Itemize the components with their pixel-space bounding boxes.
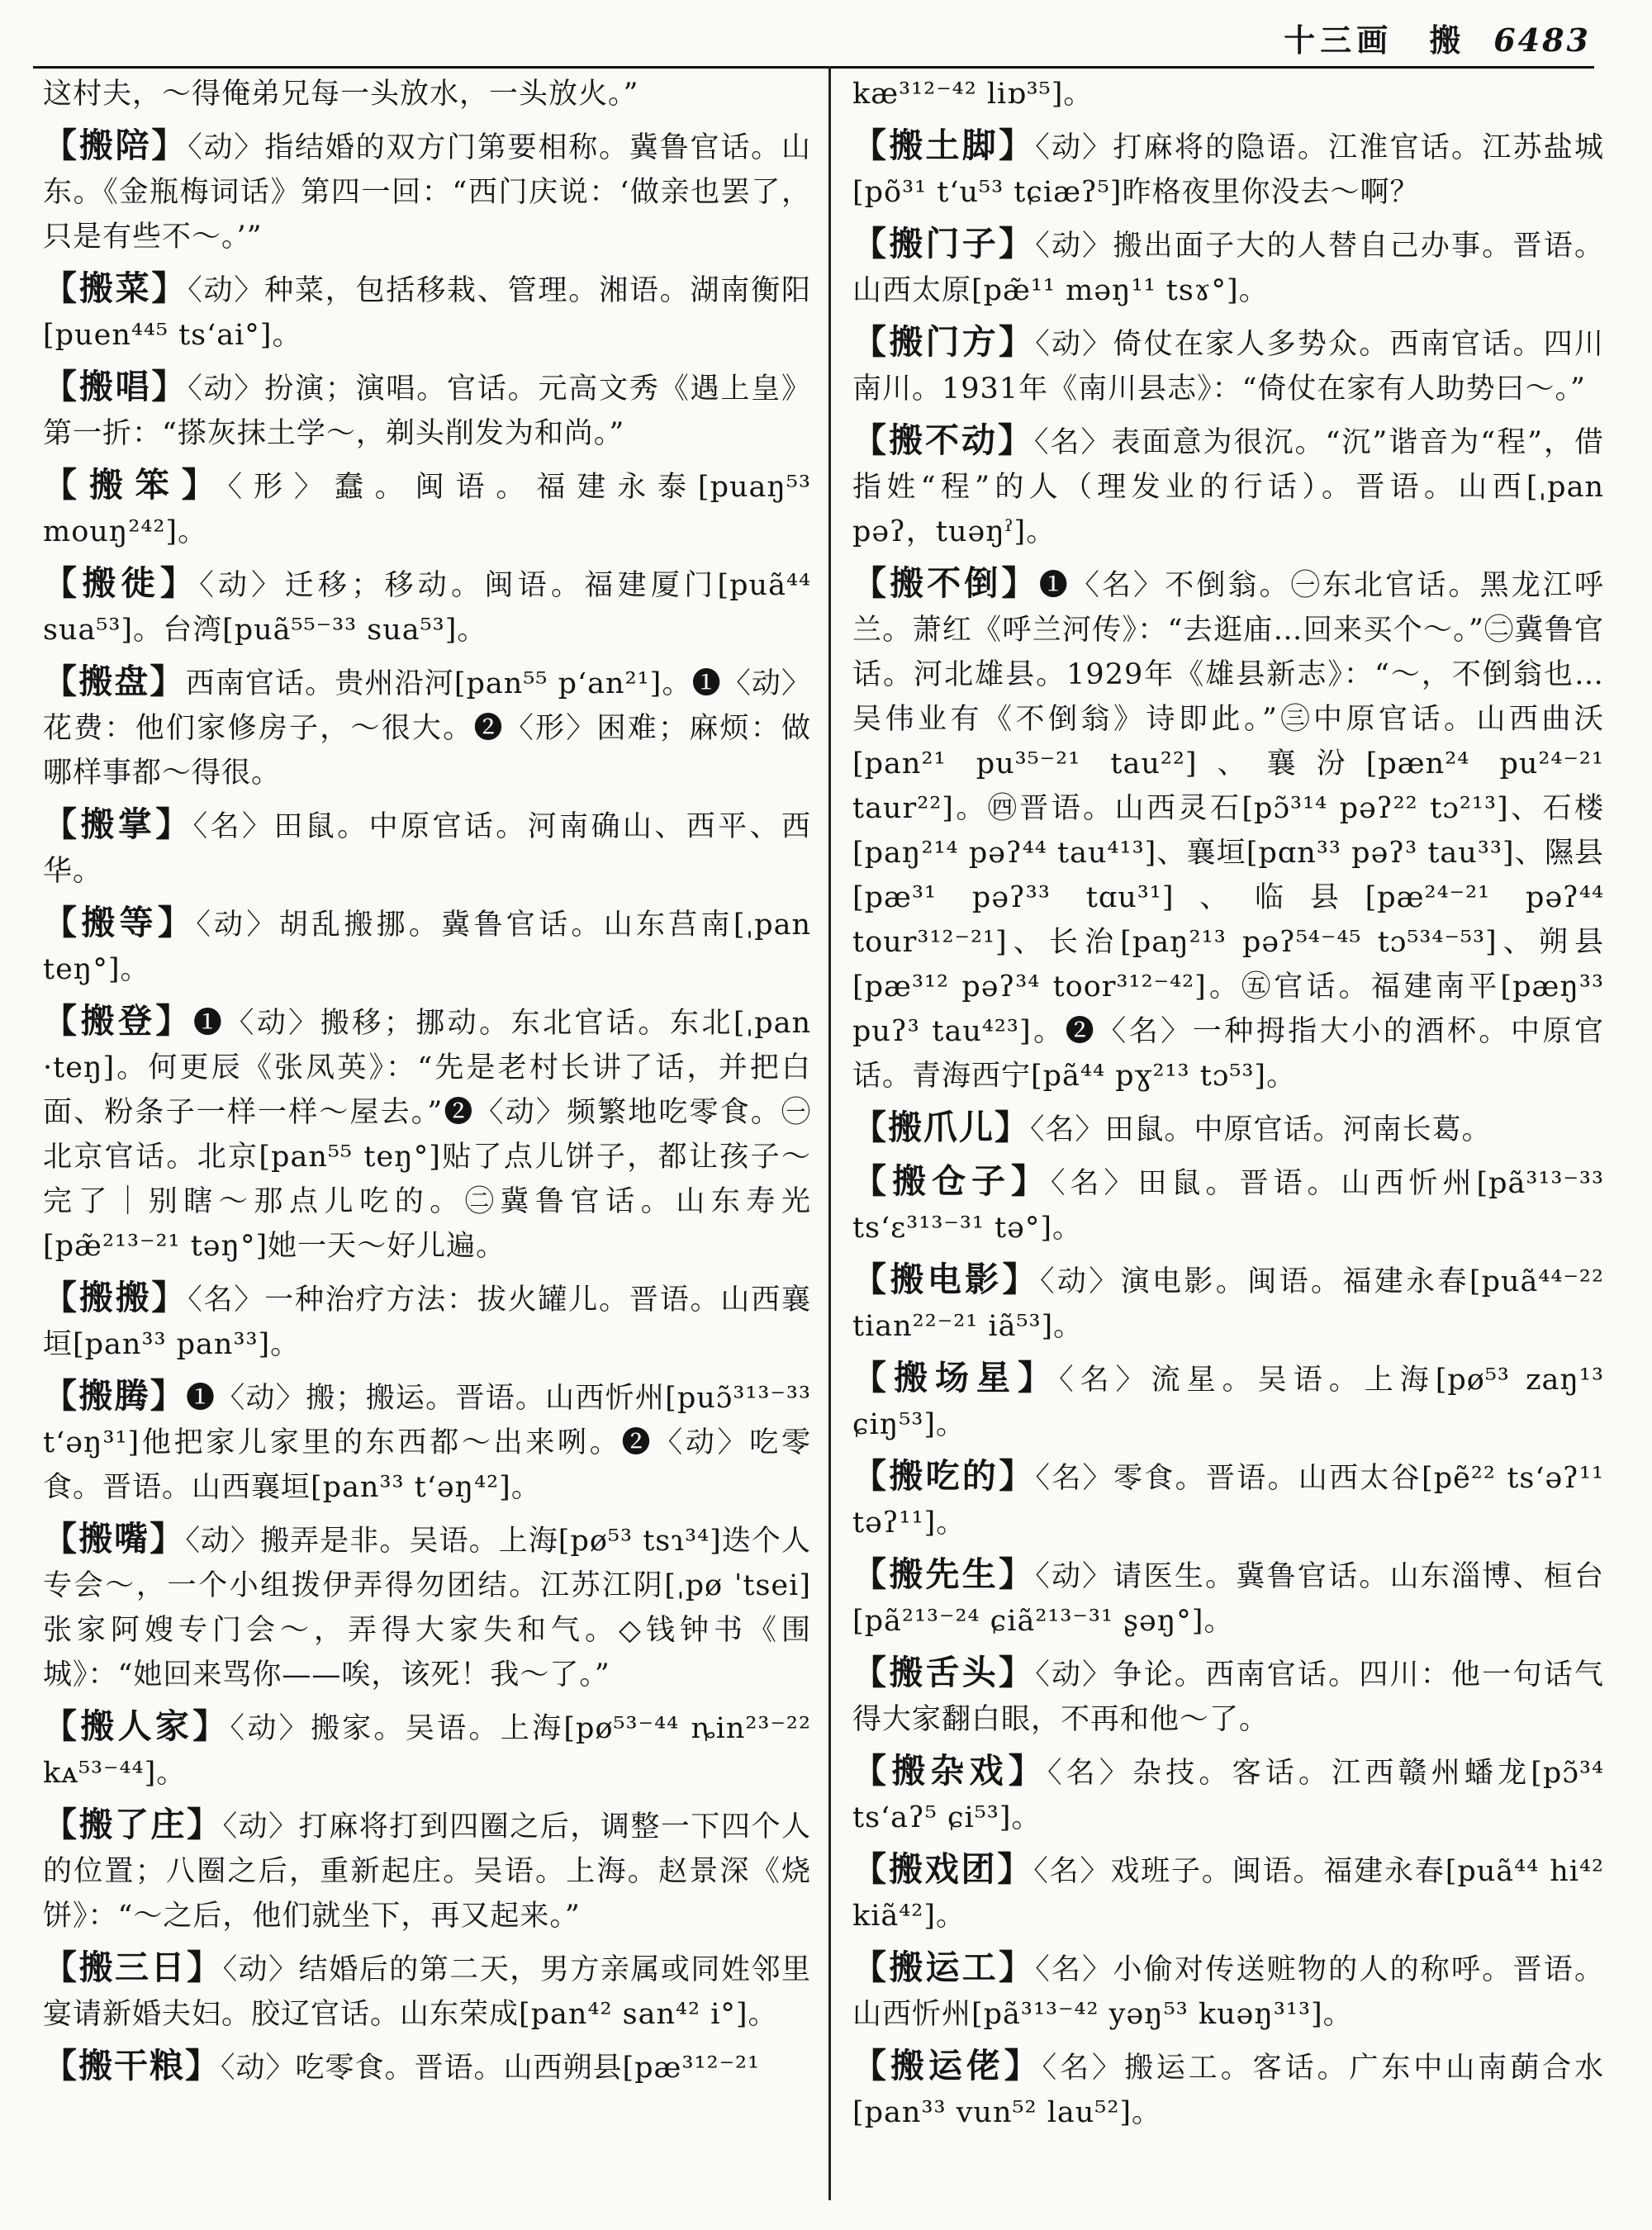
dictionary-entry xyxy=(43,561,811,652)
dictionary-entry xyxy=(43,1374,811,1510)
entry-text: 〈动〉演电影。闽语。福建永春[puã⁴⁴⁻²² tian²²⁻²¹ iã⁵³]。 xyxy=(852,1265,1604,1343)
entry-text: 〈名〉零食。晋语。山西太谷[pẽ²² ts‘əʔ¹¹ təʔ¹¹]。 xyxy=(852,1462,1604,1540)
entry-text: 〈名〉表面意为很沉。“沉”谐音为“程”，借指姓“程”的人（理发业的行话）。晋语。山西[ˌpan pəʔ，tuəŋˀ]。 xyxy=(852,426,1604,548)
entry-text: 〈动〉搬弄是非。吴语。上海[pø⁵³ tsɿ³⁴]迭个人专会～，一个小组拨伊弄得勿团结。江苏江阴[ˌpø ˈtsei]张家阿嫂专门会～，弄得大家失和气。◇钱钟书《围城》：“她回来骂你——唉，该死！我～了。” xyxy=(43,1525,811,1691)
entry-text: 〈名〉流星。吴语。上海[pø⁵³ zaŋ¹³ ɕiŋ⁵³]。 xyxy=(852,1364,1604,1441)
entry-text: ❶〈动〉搬移；挪动。东北官话。东北[ˌpan ·teŋ]。何更辰《张凤英》：“先是老村长讲了话，并把白面、粉条子一样一样～屋去。”❷〈动〉频繁地吃零食。㊀北京官话。北京[pan⁵⁵ teŋ°]贴了点儿饼子，都让孩子～完了｜别瞎～那点儿吃的。㊁冀鲁官话。山东寿光[pæ̃²¹³⁻²¹ təŋ°]她一天～好儿遍。 xyxy=(43,1007,811,1263)
dictionary-entry xyxy=(43,659,811,795)
entry-text: ❶〈动〉搬；搬运。晋语。山西忻州[puɔ̃³¹³⁻³³ t‘əŋ³¹]他把家儿家里的东西都～出来咧。❷〈动〉吃零食。晋语。山西襄垣[pan³³ t‘əŋ⁴²]。 xyxy=(43,1382,811,1504)
entry-text: 〈动〉指结婚的双方门第要相称。冀鲁官话。山东。《金瓶梅词话》第四一回：“西门庆说：‘做亲也罢了，只是有些不～。’” xyxy=(43,131,811,254)
headword: 【搬运工】 xyxy=(852,1948,1036,1987)
dictionary-entry xyxy=(852,2043,1604,2135)
headword: 【搬戏团】 xyxy=(852,1849,1034,1889)
headword: 【搬运佬】 xyxy=(852,2046,1042,2085)
headword: 【搬了庄】 xyxy=(43,1805,223,1844)
dictionary-entry xyxy=(852,1159,1604,1250)
headword: 【搬笨】 xyxy=(43,465,228,505)
entry-text: 〈名〉杂技。客话。江西赣州蟠龙[pɔ̃³⁴ ts‘aʔ⁵ ɕi⁵³]。 xyxy=(852,1757,1604,1834)
dictionary-entry xyxy=(43,1704,811,1796)
entry-text: 〈名〉小偷对传送赃物的人的称呼。晋语。山西忻州[pã³¹³⁻⁴² yəŋ⁵³ kuəŋ³¹³]。 xyxy=(852,1953,1604,2031)
dictionary-entry xyxy=(852,1847,1604,1938)
entry-text: 〈形〉蠢。闽语。福建永泰[puaŋ⁵³ mouŋ²⁴²]。 xyxy=(43,471,811,548)
entry-text: 〈名〉田鼠。中原官话。河南确山、西平、西华。 xyxy=(43,810,811,888)
headword: 【搬先生】 xyxy=(852,1554,1036,1594)
headword: 【搬唱】 xyxy=(43,367,188,406)
dictionary-entry xyxy=(43,1945,811,2037)
dictionary-entry xyxy=(852,1257,1604,1349)
headword: 【搬电影】 xyxy=(852,1260,1040,1299)
headword: 【搬掌】 xyxy=(43,804,193,844)
headword: 【搬盘】 xyxy=(43,662,186,701)
headword: 【搬登】 xyxy=(43,1001,193,1041)
headword: 【搬土脚】 xyxy=(852,126,1036,165)
entry-text: 〈动〉吃零食。晋语。山西朔县[pæ³¹²⁻²¹ xyxy=(221,2052,761,2085)
headword: 【搬不动】 xyxy=(852,420,1034,460)
headword: 【搬人家】 xyxy=(43,1706,230,1746)
entry-text: ❶〈名〉不倒翁。㊀东北官话。黑龙江呼兰。萧红《呼兰河传》：“去逛庙…回来买个～。”㊁冀鲁官话。河北雄县。1929年《雄县新志》：“～，不倒翁也…吴伟业有《不倒翁》诗即此。”㊂中原官话。山西曲沃[pan²¹ pu³⁵⁻²¹ tau²²]、襄汾[pæn²⁴ pu²⁴⁻²¹ taur²²]。㊃晋语。山西灵石[pɔ̃³¹⁴ pəʔ²² tɔ²¹³]、石楼[paŋ²¹⁴ pəʔ⁴⁴ tau⁴¹³]、襄垣[pɑn³³ pəʔ³ tau³³]、隰县[pæ³¹ pəʔ³³ tɑu³¹]、临县[pæ²⁴⁻²¹ pəʔ⁴⁴ tour³¹²⁻²¹]、长治[paŋ²¹³ pəʔ⁵⁴⁻⁴⁵ tɔ⁵³⁴⁻⁵³]、朔县[pæ³¹² pəʔ³⁴ toor³¹²⁻⁴²]。㊄官话。福建南平[pæŋ³³ puʔ³ tau⁴²³]。❷〈名〉一种拇指大小的酒杯。中原官话。青海西宁[pã⁴⁴ pɣ²¹³ tɔ⁵³]。 xyxy=(852,569,1604,1093)
entry-text: 这村夫，～得俺弟兄每一头放水，一头放火。” xyxy=(43,78,639,111)
entry-text: 〈动〉请医生。冀鲁官话。山东淄博、桓台[pã²¹³⁻²⁴ ɕiã²¹³⁻³¹ ʂəŋ°]。 xyxy=(852,1560,1604,1638)
headword: 【搬嘴】 xyxy=(43,1519,186,1559)
dictionary-entry xyxy=(852,1355,1604,1447)
dictionary-entry xyxy=(43,900,811,992)
headword: 【搬门子】 xyxy=(852,224,1036,263)
entry-text: 〈动〉打麻将打到四圈之后，调整一下四个人的位置；八圈之后，重新起庄。吴语。上海。赵景深《烧饼》：“～之后，他们就坐下，再又起来。” xyxy=(43,1810,811,1933)
dictionary-entry xyxy=(43,2043,811,2090)
entry-text: 〈动〉搬出面子大的人替自己办事。晋语。山西太原[pæ̃¹¹ məŋ¹¹ tsɤ°]。 xyxy=(852,230,1604,307)
dictionary-entry xyxy=(852,1945,1604,2037)
headword: 【搬腾】 xyxy=(43,1376,187,1416)
dictionary-entry xyxy=(852,1105,1604,1152)
entry-text: 西南官话。贵州沿河[pan⁵⁵ p‘an²¹]。❶〈动〉花费：他们家修房子，～很大。❷〈形〉困难；麻烦：做哪样事都～得很。 xyxy=(43,667,811,790)
headword: 【搬吃的】 xyxy=(852,1456,1036,1496)
entry-text: 〈动〉搬家。吴语。上海[pø⁵³⁻⁴⁴ ȵin²³⁻²² kᴀ⁵³⁻⁴⁴]。 xyxy=(43,1712,811,1790)
entry-text: 〈动〉打麻将的隐语。江淮官话。江苏盐城[põ³¹ t‘u⁵³ tɕiæʔ⁵]昨格夜里你没去～啊？ xyxy=(852,131,1604,209)
headword: 【搬干粮】 xyxy=(43,2046,221,2085)
dictionary-entry xyxy=(852,69,1604,116)
entry-text: 〈名〉一种治疗方法：拔火罐儿。晋语。山西襄垣[pan³³ pan³³]。 xyxy=(43,1283,811,1361)
entry-text: 〈名〉田鼠。中原官话。河南长葛。 xyxy=(1030,1113,1492,1146)
entry-text: 〈动〉扮演；演唱。官话。元高文秀《遇上皇》第一折：“搽灰抹土学～，剃头削发为和尚。” xyxy=(43,372,811,450)
header-rule xyxy=(33,66,1594,69)
headword: 【搬徙】 xyxy=(43,563,200,603)
entry-text: 〈名〉搬运工。客话。广东中山南蓢合水[pan³³ vun⁵² lau⁵²]。 xyxy=(852,2052,1604,2129)
entry-text: 〈动〉争论。西南官话。四川：他一句话气得大家翻白眼，不再和他～了。 xyxy=(852,1658,1604,1736)
dictionary-entry xyxy=(852,123,1604,215)
dictionary-entry xyxy=(852,221,1604,313)
headword: 【搬爪儿】 xyxy=(852,1108,1030,1147)
dictionary-entry xyxy=(43,463,811,554)
entry-text: 〈动〉倚仗在家人多势众。西南官话。四川南川。1931年《南川县志》：“倚仗在家有人助势曰～。” xyxy=(852,328,1604,406)
entry-text: kæ³¹²⁻⁴² liɒ³⁵]。 xyxy=(852,78,1094,111)
headword: 【搬陪】 xyxy=(43,126,188,165)
entry-text: 〈动〉种菜，包括移栽、管理。湘语。湖南衡阳[puen⁴⁴⁵ ts‘ai°]。 xyxy=(43,274,811,352)
dictionary-entry xyxy=(43,1275,811,1367)
headword: 【搬舌头】 xyxy=(852,1653,1036,1692)
right-column xyxy=(852,69,1604,2213)
dictionary-entry xyxy=(43,1516,811,1697)
column-divider xyxy=(828,66,831,2200)
dictionary-entry xyxy=(43,266,811,358)
left-column xyxy=(43,69,811,2213)
headword: 【搬门方】 xyxy=(852,322,1036,362)
dictionary-entry xyxy=(852,320,1604,411)
entry-text: 〈动〉结婚后的第二天，男方亲属或同姓邻里宴请新婚夫妇。胶辽官话。山东荣成[pan⁴² san⁴² i°]。 xyxy=(43,1953,811,2031)
dictionary-entry xyxy=(43,1802,811,1938)
dictionary-entry xyxy=(852,1454,1604,1545)
dictionary-entry xyxy=(852,561,1604,1098)
dictionary-entry xyxy=(852,1650,1604,1742)
dictionary-entry xyxy=(852,418,1604,554)
entry-text: 〈动〉胡乱搬挪。冀鲁官话。山东莒南[ˌpan teŋ°]。 xyxy=(43,909,811,986)
entry-text: 〈名〉田鼠。晋语。山西忻州[pã³¹³⁻³³ ts‘ɛ³¹³⁻³¹ tə°]。 xyxy=(852,1167,1604,1245)
headword: 【搬等】 xyxy=(43,903,197,942)
dictionary-entry xyxy=(43,802,811,894)
headword: 【搬杂戏】 xyxy=(852,1751,1047,1791)
dictionary-entry xyxy=(43,69,811,116)
header-title: 十三画 搬 xyxy=(1284,21,1466,59)
dictionary-entry xyxy=(43,364,811,456)
headword: 【搬不倒】 xyxy=(852,563,1039,603)
dictionary-entry xyxy=(852,1552,1604,1644)
headword: 【搬菜】 xyxy=(43,268,188,308)
headword: 【搬场星】 xyxy=(852,1358,1060,1397)
entry-text: 〈动〉迁移；移动。闽语。福建厦门[puã⁴⁴ sua⁵³]。台湾[puã⁵⁵⁻³³ sua⁵³]。 xyxy=(43,569,811,647)
headword: 【搬搬】 xyxy=(43,1278,188,1317)
dictionary-entry xyxy=(852,1748,1604,1840)
dictionary-entry xyxy=(43,999,811,1269)
headword: 【搬仓子】 xyxy=(852,1161,1051,1201)
entry-text: 〈名〉戏班子。闽语。福建永春[puã⁴⁴ hi⁴² kiã⁴²]。 xyxy=(852,1855,1604,1933)
page-number: 6483 xyxy=(1493,21,1591,59)
headword: 【搬三日】 xyxy=(43,1948,223,1987)
running-head xyxy=(1284,15,1591,60)
dictionary-entry xyxy=(43,123,811,259)
